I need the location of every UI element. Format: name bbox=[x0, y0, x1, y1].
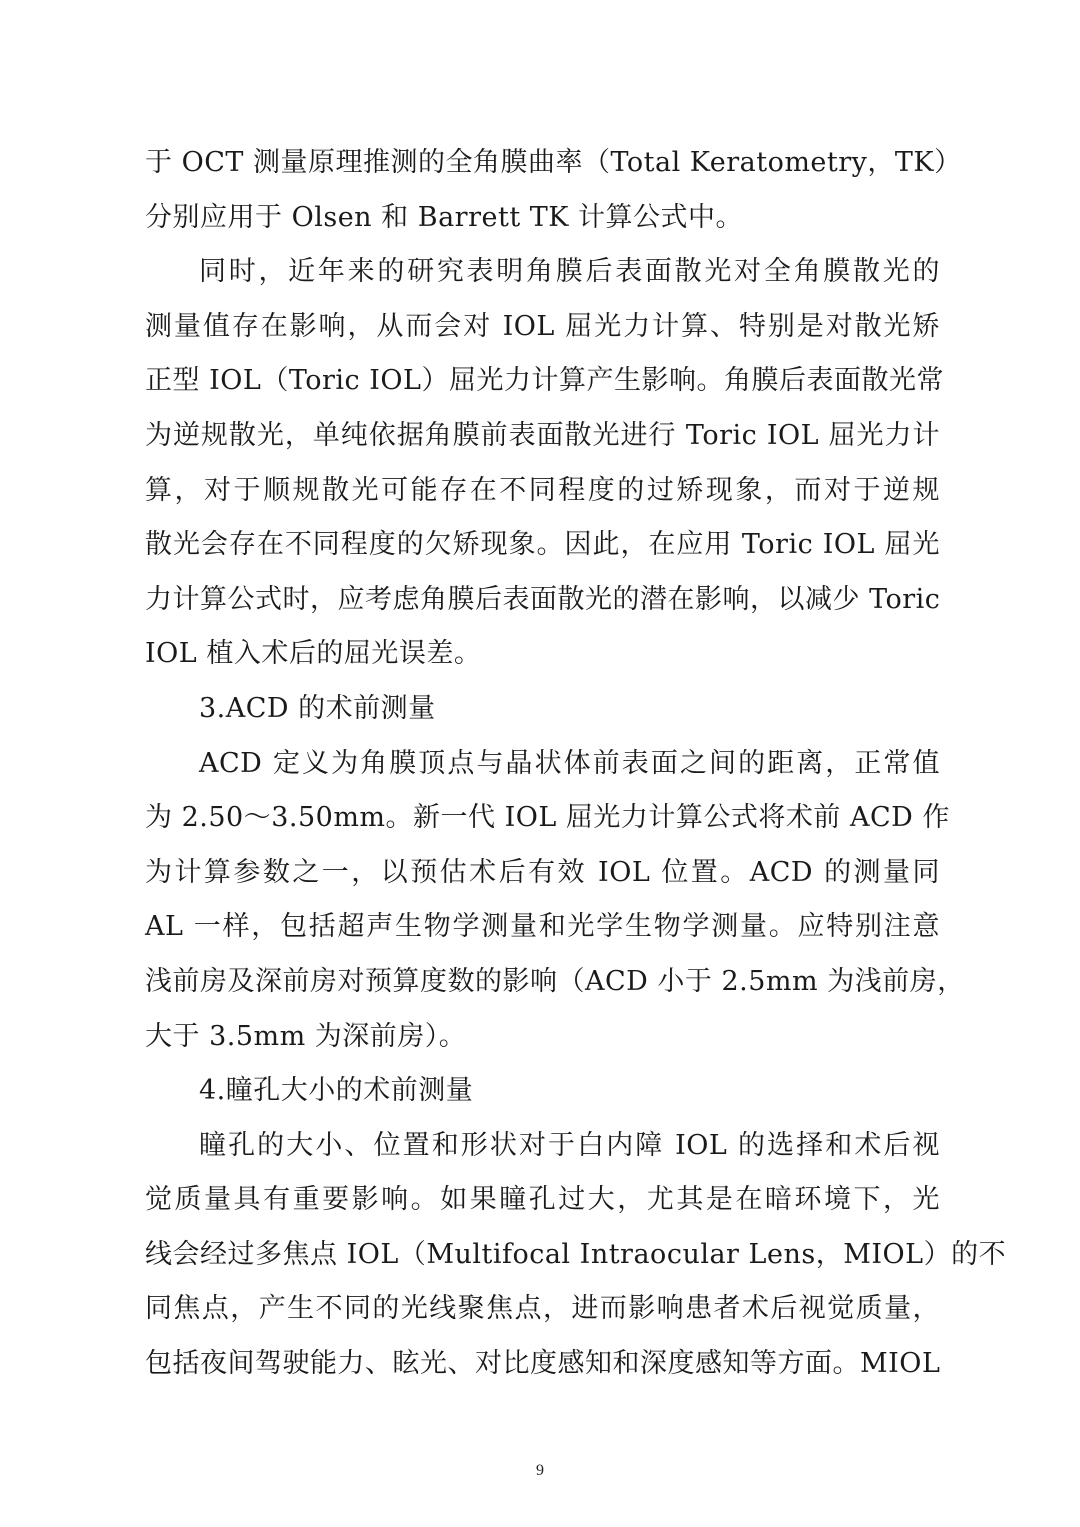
text-line-7: 算，对于顺规散光可能存在不同程度的过矫现象，而对于逆规 bbox=[145, 474, 940, 506]
text-line-19: 瞳孔的大小、位置和形状对于白内障 IOL 的选择和术后视 bbox=[199, 1129, 940, 1161]
text-line-3: 同时，近年来的研究表明角膜后表面散光对全角膜散光的 bbox=[199, 256, 940, 288]
text-line-12: ACD 定义为角膜顶点与晶状体前表面之间的距离，正常值 bbox=[199, 747, 940, 779]
text-line-2: 分别应用于 Olsen 和 Barrett TK 计算公式中。 bbox=[145, 201, 744, 233]
text-line-14: 为计算参数之一，以预估术后有效 IOL 位置。ACD 的测量同 bbox=[145, 856, 940, 888]
document-body bbox=[145, 136, 1007, 1392]
section-heading-pupil: 4.瞳孔大小的术前测量 bbox=[199, 1075, 474, 1107]
text-line-20: 觉质量具有重要影响。如果瞳孔过大，尤其是在暗环境下，光 bbox=[145, 1184, 940, 1216]
text-line-16: 浅前房及深前房对预算度数的影响（ACD 小于 2.5mm 为浅前房， bbox=[145, 965, 965, 997]
text-line-8: 散光会存在不同程度的欠矫现象。因此，在应用 Toric IOL 屈光 bbox=[145, 529, 940, 561]
text-line-13: 为 2.50～3.50mm。新一代 IOL 屈光力计算公式将术前 ACD 作 bbox=[145, 802, 950, 834]
text-line-17: 大于 3.5mm 为深前房）。 bbox=[145, 1020, 467, 1052]
text-line-1: 于 OCT 测量原理推测的全角膜曲率（Total Keratometry，TK） bbox=[145, 147, 962, 178]
text-line-15: AL 一样，包括超声生物学测量和光学生物学测量。应特别注意 bbox=[145, 911, 940, 943]
text-line-22: 同焦点，产生不同的光线聚焦点，进而影响患者术后视觉质量， bbox=[145, 1293, 940, 1325]
text-line-6: 为逆规散光，单纯依据角膜前表面散光进行 Toric IOL 屈光力计 bbox=[145, 419, 940, 451]
text-line-4: 测量值存在影响，从而会对 IOL 屈光力计算、特别是对散光矫 bbox=[145, 310, 940, 342]
text-line-10: IOL 植入术后的屈光误差。 bbox=[145, 638, 482, 670]
text-line-21: 线会经过多焦点 IOL（Multifocal Intraocular Lens，MIOL）的不 bbox=[145, 1238, 1007, 1270]
text-line-23: 包括夜间驾驶能力、眩光、对比度感知和深度感知等方面。MIOL bbox=[145, 1348, 941, 1380]
text-line-5: 正型 IOL（Toric IOL）屈光力计算产生影响。角膜后表面散光常 bbox=[145, 365, 944, 397]
text-line-9: 力计算公式时，应考虑角膜后表面散光的潜在影响，以减少 Toric bbox=[145, 583, 941, 615]
section-heading-acd: 3.ACD 的术前测量 bbox=[199, 692, 436, 724]
page-number: 9 bbox=[536, 1462, 544, 1479]
